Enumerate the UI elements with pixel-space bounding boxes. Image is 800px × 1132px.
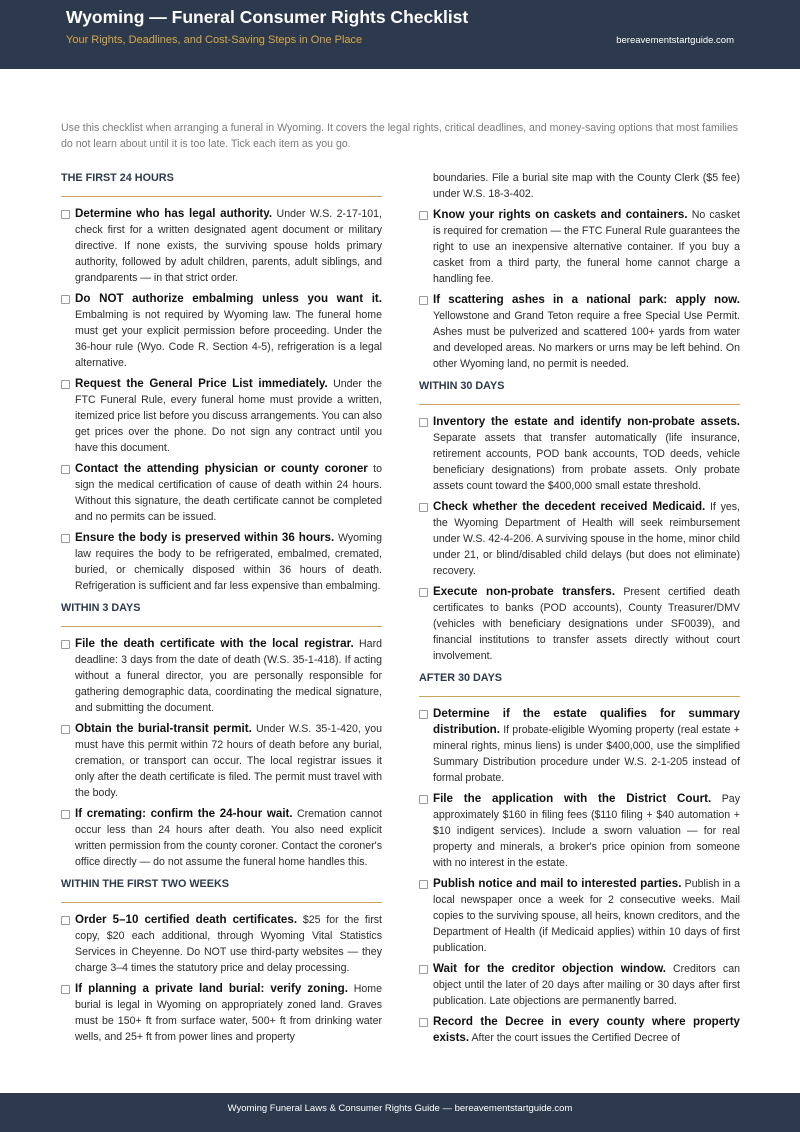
checklist-item bbox=[61, 912, 382, 976]
section-divider bbox=[419, 696, 740, 697]
section-heading: WITHIN 3 DAYS bbox=[61, 602, 141, 614]
checklist-item bbox=[61, 981, 382, 1045]
checkbox[interactable] bbox=[419, 1018, 428, 1027]
section-divider bbox=[61, 196, 382, 197]
checkbox[interactable] bbox=[419, 710, 428, 719]
checkbox[interactable] bbox=[419, 795, 428, 804]
item-lead: Do NOT authorize embalming unless you want it. bbox=[75, 292, 382, 305]
item-lead: Obtain the burial-transit permit. bbox=[75, 722, 252, 735]
section-heading: THE FIRST 24 HOURS bbox=[61, 172, 174, 184]
checklist-item bbox=[61, 636, 382, 716]
checkbox[interactable] bbox=[419, 418, 428, 427]
left-column bbox=[61, 170, 382, 1050]
item-lead: Check whether the decedent received Medicaid. bbox=[433, 500, 706, 513]
checklist-item bbox=[61, 530, 382, 594]
checklist-item bbox=[419, 706, 740, 786]
item-text: After the court issues the Certified Decree of bbox=[471, 1032, 680, 1044]
checkbox[interactable] bbox=[419, 880, 428, 889]
item-text: to sign the medical certification of cause of death within 24 hours. Without this signature, the death certificate cannot be completed and no permits can be issued. bbox=[75, 463, 383, 523]
checkbox[interactable] bbox=[61, 465, 70, 474]
checklist-item bbox=[61, 376, 382, 456]
item-lead: Determine who has legal authority. bbox=[75, 207, 273, 220]
item-lead: If cremating: confirm the 24-hour wait. bbox=[75, 807, 293, 820]
checkbox[interactable] bbox=[419, 296, 428, 305]
checklist-item bbox=[61, 806, 382, 870]
checkbox[interactable] bbox=[61, 985, 70, 994]
section-within-two-weeks bbox=[61, 876, 382, 1045]
checkbox[interactable] bbox=[61, 725, 70, 734]
item-lead: If planning a private land burial: verify zoning. bbox=[75, 982, 348, 995]
checklist-item bbox=[419, 791, 740, 871]
item-lead: Inventory the estate and identify non-probate assets. bbox=[433, 415, 740, 428]
checklist-item bbox=[61, 461, 382, 525]
section-heading: AFTER 30 DAYS bbox=[419, 672, 503, 684]
checkbox[interactable] bbox=[61, 534, 70, 543]
item-text: Pay approximately $160 in filing fees ($110 filing + $40 automation + $10 indigent services). Include a sworn valuation — for real property and minerals, a broker's price opinion from someone with no interest in the estate. bbox=[433, 793, 740, 869]
item-lead: Ensure the body is preserved within 36 hours. bbox=[75, 531, 335, 544]
section-within-30-days bbox=[419, 378, 740, 664]
checkbox[interactable] bbox=[61, 640, 70, 649]
checklist-item bbox=[61, 291, 382, 371]
item-lead: Determine if the estate qualifies for summary distribution. bbox=[433, 707, 740, 736]
checklist-item bbox=[419, 499, 740, 579]
item-text: Creditors can object until the later of 20 days after mailing or 30 days after first publication. Late objections are permanently barred. bbox=[433, 963, 740, 1007]
checklist-item bbox=[61, 721, 382, 801]
checklist-item bbox=[419, 207, 740, 287]
item-text: Separate assets that transfer automatically (life insurance, retirement accounts, POD bank accounts, TOD deeds, vehicle beneficiary designations) from probate assets. Only probate assets count toward the $400,000 small estate threshold. bbox=[433, 432, 740, 492]
item-text: Under W.S. 2-17-101, check first for a written designated agent document or military directive. If none exists, the surviving spouse holds primary authority, followed by adult children, parents, adult siblings, and grandparents — in that strict order. bbox=[75, 208, 382, 284]
item-text: Under W.S. 35-1-420, you must have this permit within 72 hours of death before any burial, cremation, or transport can occur. The local registrar issues it only after the death certificate is filed. The permit must travel with the body. bbox=[75, 723, 382, 799]
item-text: No casket is required for cremation — the FTC Funeral Rule guarantees the right to use an inexpensive alternative container. If you buy a casket from a third party, the funeral home cannot charge a handling fee. bbox=[433, 209, 740, 285]
checklist-item bbox=[419, 1014, 740, 1046]
section-divider bbox=[61, 902, 382, 903]
item-text: Under the FTC Funeral Rule, every funeral home must provide a written, itemized price list before you discuss arrangements. You can also get prices over the phone. Do not sign any contract until you have this document. bbox=[75, 378, 382, 454]
item-text: $25 for the first copy, $20 each additional, through Wyoming Vital Statistics Services in Cheyenne. Do NOT use third-party websites — they charge 3–4 times the statutory price and delay processing. bbox=[75, 914, 382, 974]
item-lead: Wait for the creditor objection window. bbox=[433, 962, 667, 975]
item-text: Yellowstone and Grand Teton require a free Special Use Permit. Ashes must be pulverized and scattered 100+ yards from water and developed areas. No markers or urns may be left behind. On other Wyoming land, no permit is needed. bbox=[433, 310, 740, 370]
item-text: Present certified death certificates to banks (POD accounts), County Treasurer/DMV (vehicles with beneficiary designations under SF0039), and financial institutions to transfer assets directly without court involvement. bbox=[433, 586, 740, 662]
item-text: Home burial is legal in Wyoming on appropriately zoned land. Graves must be 150+ ft from surface water, 500+ ft from drinking water wells, and 25+ ft from power lines and property bbox=[75, 983, 382, 1043]
item-lead: Order 5–10 certified death certificates. bbox=[75, 913, 298, 926]
item-text: If probate-eligible Wyoming property (real estate + mineral rights, minus liens) is under $400,000, use the simplified Summary Distribution procedure under W.S. 2-1-205 instead of formal probate. bbox=[433, 724, 740, 784]
checkbox[interactable] bbox=[61, 210, 70, 219]
checklist-item bbox=[419, 292, 740, 372]
section-divider bbox=[419, 404, 740, 405]
checkbox[interactable] bbox=[419, 503, 428, 512]
item-lead: Contact the attending physician or county coroner bbox=[75, 462, 368, 475]
item-text: Embalming is not required by Wyoming law. The funeral home must get your explicit permission before proceeding. Under the 36-hour rule (Wyo. Code R. Section 4-5), refrigeration is a legal alternative. bbox=[75, 309, 382, 369]
checklist-item bbox=[419, 584, 740, 664]
intro-text: Use this checklist when arranging a funeral in Wyoming. It covers the legal rights, critical deadlines, and money-saving options that most families do not learn about until it is too late. Tick each item as you go. bbox=[61, 122, 739, 150]
item-lead: If scattering ashes in a national park: apply now. bbox=[433, 293, 740, 306]
section-after-30-days bbox=[419, 670, 740, 1046]
section-within-two-weeks-continued bbox=[419, 170, 740, 372]
section-within-3-days bbox=[61, 600, 382, 870]
checkbox[interactable] bbox=[419, 588, 428, 597]
checkbox[interactable] bbox=[61, 380, 70, 389]
page-header bbox=[0, 0, 800, 69]
page-footer bbox=[0, 1093, 800, 1132]
page-title: Wyoming — Funeral Consumer Rights Checklist bbox=[66, 7, 469, 27]
right-column bbox=[419, 170, 740, 1051]
checklist-item bbox=[419, 414, 740, 494]
section-divider bbox=[61, 626, 382, 627]
site-link[interactable]: bereavementstartguide.com bbox=[616, 35, 734, 46]
section-heading: WITHIN THE FIRST TWO WEEKS bbox=[61, 878, 229, 890]
item-lead: Request the General Price List immediately. bbox=[75, 377, 328, 390]
item-text: Publish in a local newspaper once a week for 2 consecutive weeks. Mail copies to the surviving spouse, all heirs, known creditors, and the Department of Health (if Medicaid applies) within 10 days of first publication. bbox=[433, 878, 740, 954]
checklist-item bbox=[419, 876, 740, 956]
checklist-item bbox=[61, 206, 382, 286]
footer-text: Wyoming Funeral Laws & Consumer Rights Guide — bereavementstartguide.com bbox=[227, 1103, 573, 1114]
item-text: Wyoming law requires the body to be refrigerated, embalmed, cremated, buried, or chemically disposed within 36 hours of death. Refrigeration is sufficient and far less expensive than embalming. bbox=[75, 532, 382, 592]
section-first-24-hours bbox=[61, 170, 382, 594]
item-lead: Publish notice and mail to interested parties. bbox=[433, 877, 682, 890]
item-text: If yes, the Wyoming Department of Health will seek reimbursement under W.S. 42-4-206. A surviving spouse in the home, minor child under 21, or blind/disabled child delays (but does not eliminate) recovery. bbox=[433, 501, 740, 577]
page-subtitle: Your Rights, Deadlines, and Cost-Saving Steps in One Place bbox=[66, 34, 363, 46]
item-text: Hard deadline: 3 days from the date of death (W.S. 35-1-418). If acting without a funeral director, you are personally responsible for gathering demographic data, coordinating the medical signature, and submitting the document. bbox=[75, 638, 382, 714]
item-lead: File the application with the District Court. bbox=[433, 792, 712, 805]
checkbox[interactable] bbox=[61, 295, 70, 304]
checkbox[interactable] bbox=[61, 810, 70, 819]
item-lead: Record the Decree in every county where property exists. bbox=[433, 1015, 740, 1044]
item-lead: File the death certificate with the local registrar. bbox=[75, 637, 354, 650]
item-continuation: boundaries. File a burial site map with the County Clerk ($5 fee) under W.S. 18-3-402. bbox=[433, 172, 740, 200]
item-lead: Execute non-probate transfers. bbox=[433, 585, 616, 598]
item-lead: Know your rights on caskets and containers. bbox=[433, 208, 688, 221]
section-heading: WITHIN 30 DAYS bbox=[419, 380, 505, 392]
item-text: Cremation cannot occur less than 24 hours after death. You also need explicit written permission from the county coroner. Contact the coroner's office directly — do not assume the funeral home handles this. bbox=[75, 808, 382, 868]
checkbox[interactable] bbox=[419, 965, 428, 974]
checkbox[interactable] bbox=[61, 916, 70, 925]
checkbox[interactable] bbox=[419, 211, 428, 220]
checklist-item bbox=[419, 961, 740, 1009]
